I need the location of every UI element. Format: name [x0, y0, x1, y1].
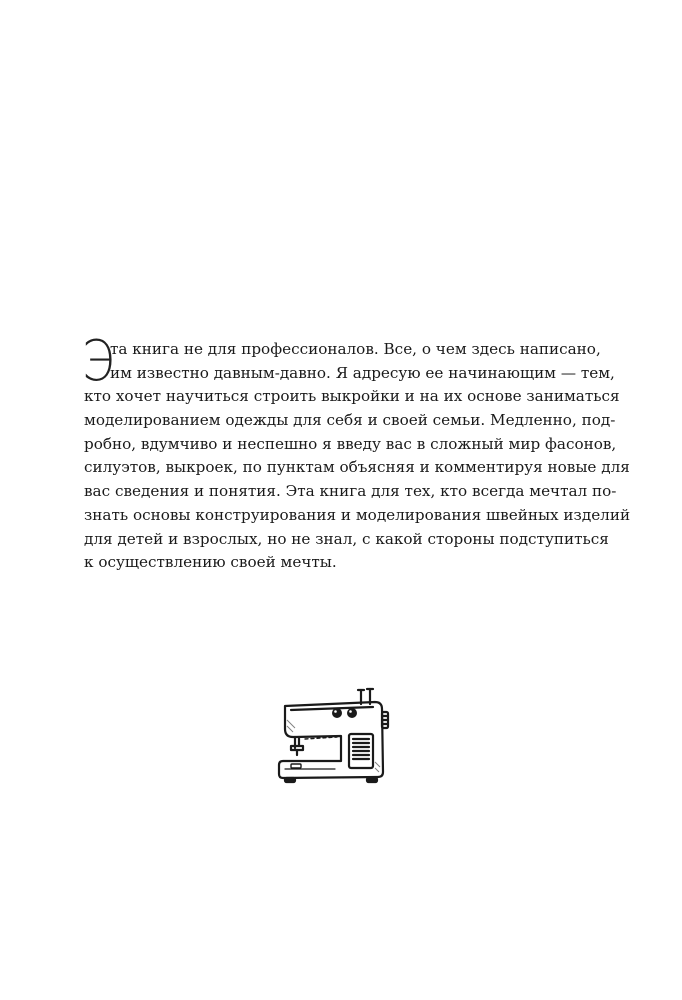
- paragraph-line: робно, вдумчиво и неспешно я введу вас в сложный мир фасонов,: [84, 434, 617, 453]
- paragraph-line: для детей и взрослых, но не знал, с какой стороны подступиться: [84, 529, 609, 548]
- drop-cap: Э: [82, 329, 115, 394]
- paragraph-line: знать основы конструирования и моделирования швейных изделий: [84, 505, 631, 524]
- paragraph-line: вас сведения и понятия. Эта книга для тех, кто всегда мечтал по-: [84, 482, 617, 501]
- sewing-machine-icon: [275, 686, 391, 784]
- paragraph-line: кто хочет научиться строить выкройки и на их основе заниматься: [84, 387, 620, 406]
- paragraph-line: моделированием одежды для себя и своей семьи. Медленно, под-: [84, 411, 616, 430]
- intro-paragraph: [82, 329, 631, 575]
- paragraph-line: силуэтов, выкроек, по пунктам объясняя и комментируя новые для: [84, 458, 630, 477]
- paragraph-line: та книга не для профессионалов. Все, о чем здесь написано,: [110, 340, 601, 358]
- paragraph-line: к осуществлению своей мечты.: [84, 553, 337, 572]
- paragraph-line: им известно давным-давно. Я адресую ее начинающим — тем,: [110, 363, 615, 382]
